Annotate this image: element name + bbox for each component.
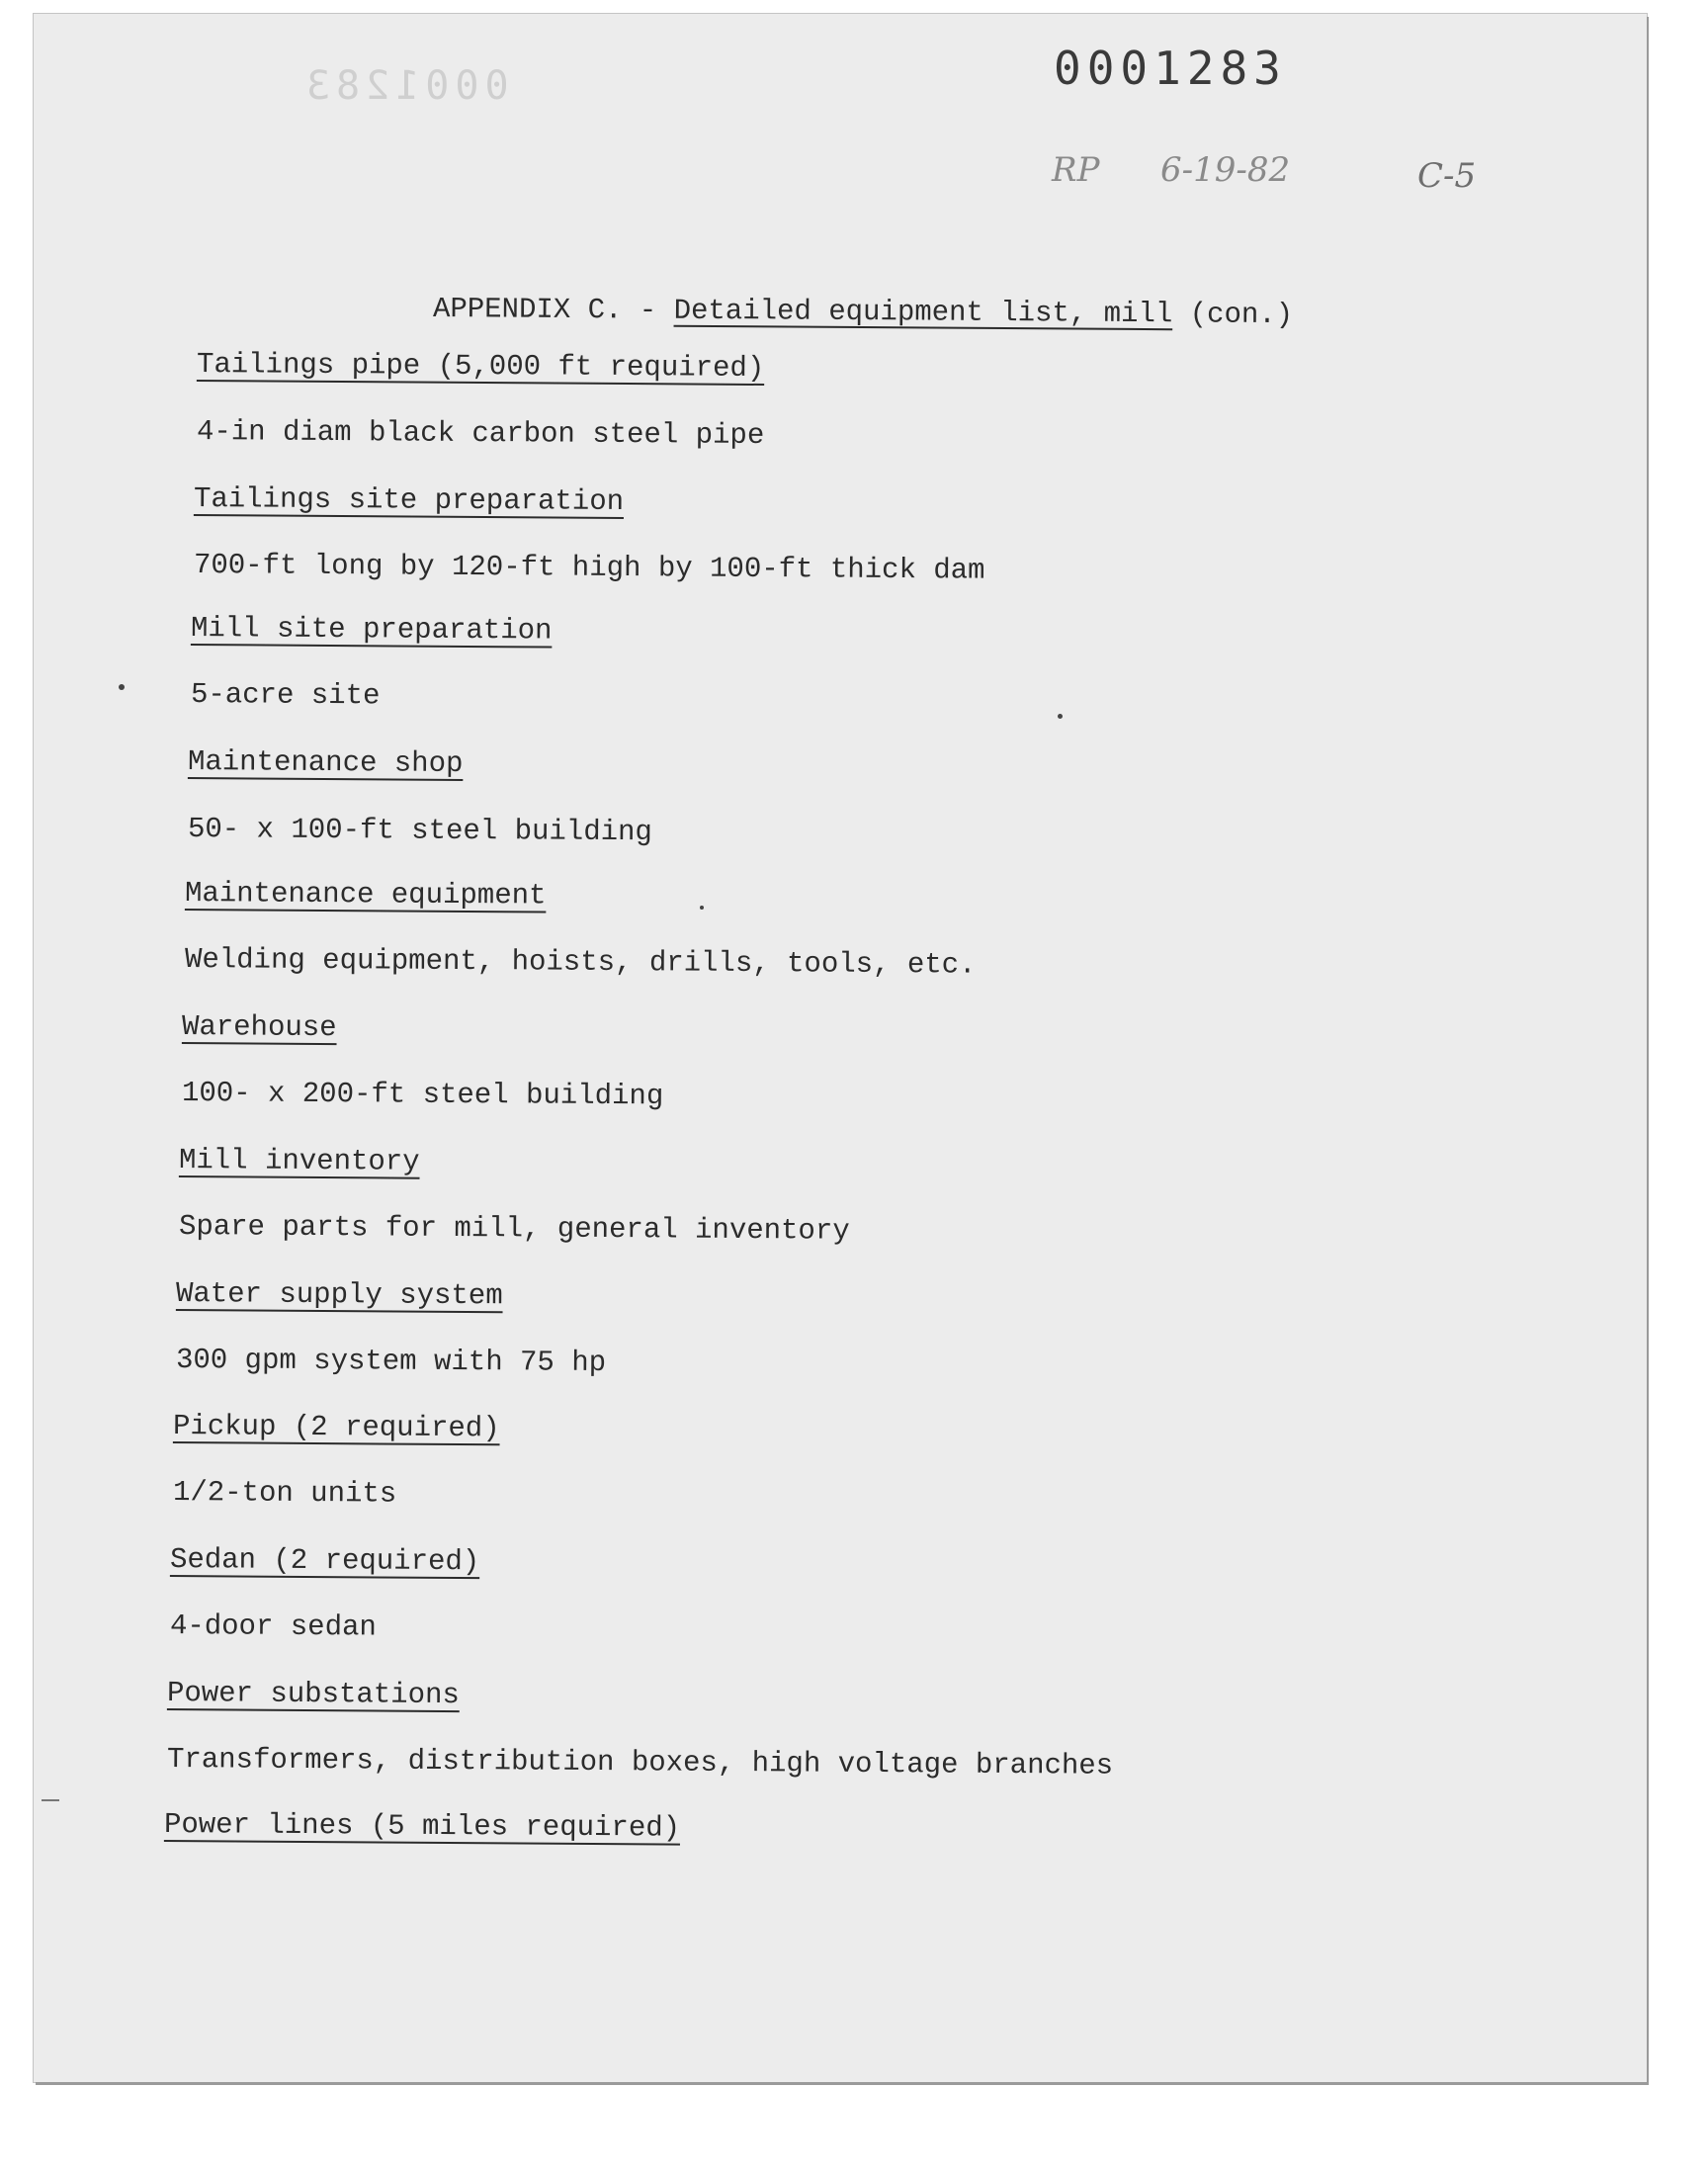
paper-speck [700,906,704,910]
item-heading-warehouse: Warehouse [181,1010,337,1045]
item-heading-tailings-pipe: Tailings pipe (5,000 ft required) [196,348,765,386]
handwritten-date: 6-19-82 [1160,150,1291,190]
handwritten-page-number: C-5 [1417,156,1477,196]
item-detail-sedan: 4-door sedan [169,1610,377,1644]
item-heading-mill-site: Mill site preparation [190,612,553,648]
handwritten-initials: RP [1052,150,1100,190]
document-page [34,14,1647,2082]
page-title [433,293,1293,331]
item-heading-water-supply: Water supply system [175,1277,503,1313]
title-prefix: APPENDIX C. - [432,293,674,327]
item-heading-mill-inventory: Mill inventory [178,1144,420,1178]
item-heading-tailings-site: Tailings site preparation [193,482,625,519]
document-number-stamp: 0001283 [1054,42,1287,95]
item-detail-warehouse: 100- x 200-ft steel building [181,1077,664,1113]
paper-speck [119,684,125,690]
item-detail-maintenance-shop: 50- x 100-ft steel building [187,813,652,849]
item-heading-maintenance-shop: Maintenance shop [187,745,464,780]
title-suffix: (con.) [1172,298,1294,332]
margin-mark [42,1799,59,1801]
item-detail-tailings-pipe: 4-in diam black carbon steel pipe [196,415,765,453]
bleed-through-stamp: 0001283 [300,63,509,109]
item-detail-mill-site: 5-acre site [190,678,381,713]
title-underlined: Detailed equipment list, mill [673,294,1173,331]
item-detail-pickup: 1/2-ton units [172,1476,397,1511]
paper-speck [1058,714,1063,719]
item-heading-power-substations: Power substations [166,1677,460,1712]
item-detail-power-substations: Transformers, distribution boxes, high voltage branches [166,1743,1114,1783]
item-heading-sedan: Sedan (2 required) [169,1543,480,1579]
item-detail-tailings-site: 700-ft long by 120-ft high by 100-ft thick dam [193,549,985,587]
item-heading-maintenance-equipment: Maintenance equipment [184,877,547,913]
item-heading-power-lines: Power lines (5 miles required) [163,1808,681,1845]
item-detail-mill-inventory: Spare parts for mill, general inventory [178,1210,850,1248]
item-detail-water-supply: 300 gpm system with 75 hp [175,1344,607,1380]
item-heading-pickup: Pickup (2 required) [172,1410,500,1445]
item-detail-maintenance-equipment: Welding equipment, hoists, drills, tools, etc. [184,943,977,982]
